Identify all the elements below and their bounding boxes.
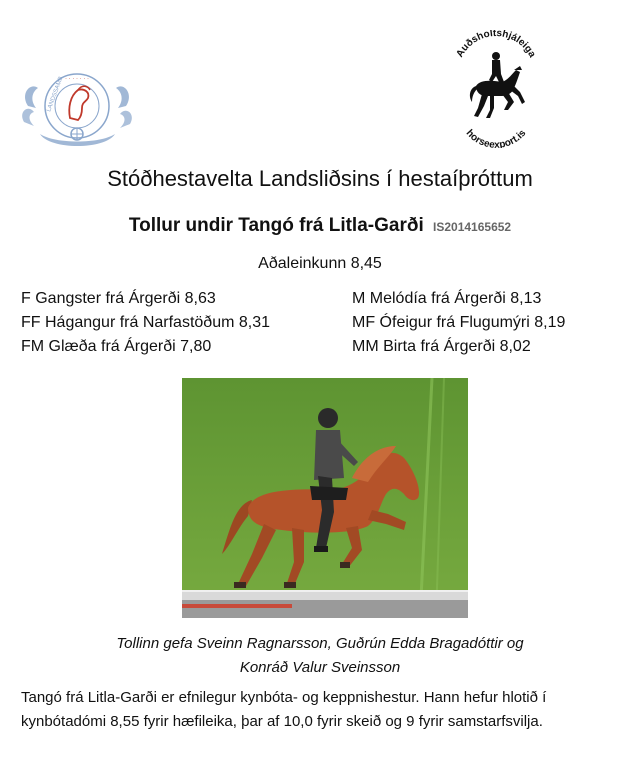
landssamband-logo xyxy=(20,64,135,156)
svg-text:Auðsholtshjáleiga: Auðsholtshjáleiga xyxy=(454,30,538,60)
pedigree-dam-dam: MM Birta frá Árgerði 8,02 xyxy=(352,338,531,355)
pedigree-dam-side xyxy=(352,287,565,359)
pedigree-dam-sire: MF Ófeigur frá Flugumýri 8,19 xyxy=(352,314,566,331)
description-line: Tangó frá Litla-Garði er efnilegur kynbóta- og keppnishestur. Hann hefur hlotið í xyxy=(21,689,547,706)
description-line: kynbótadómi 8,55 fyrir hæfileika, þar af 10,0 fyrir skeið og 9 fyrir samstarfsvilja. xyxy=(21,713,543,730)
lh-emblem-icon xyxy=(20,64,135,156)
svg-text:horseexport.is: horseexport.is xyxy=(463,127,529,148)
photo-caption xyxy=(0,632,640,680)
horse-name: Tollur undir Tangó frá Litla-Garði xyxy=(128,215,424,236)
total-score: Aðaleinkunn 8,45 xyxy=(258,255,382,272)
description-paragraph xyxy=(21,686,625,734)
pedigree-sire-side xyxy=(21,287,270,359)
registration-number: IS2014165652 xyxy=(433,220,512,234)
pedigree-sire: F Gangster frá Árgerði 8,63 xyxy=(21,290,216,307)
horse-rider-icon xyxy=(446,30,546,148)
svg-text:LANDSSAMB: LANDSSAMB xyxy=(46,75,65,113)
page-title: Stóðhestavelta Landsliðsins í hestaíþróttum xyxy=(107,166,533,191)
pedigree-sire-dam: FM Glæða frá Árgerði 7,80 xyxy=(21,338,212,355)
svg-text:· · · · · · ·: · · · · · · · xyxy=(65,76,89,82)
horse-heading xyxy=(0,215,640,237)
caption-line: Tollinn gefa Sveinn Ragnarsson, Guðrún Edda Bragadóttir og xyxy=(116,635,524,652)
pedigree-sire-sire: FF Hágangur frá Narfastöðum 8,31 xyxy=(21,314,271,331)
horseexport-logo xyxy=(446,30,546,148)
pedigree-dam: M Melódía frá Árgerði 8,13 xyxy=(352,290,542,307)
horse-and-rider-photo-icon xyxy=(182,378,468,618)
caption-line: Konráð Valur Sveinsson xyxy=(239,659,401,676)
horse-photo xyxy=(182,378,468,618)
